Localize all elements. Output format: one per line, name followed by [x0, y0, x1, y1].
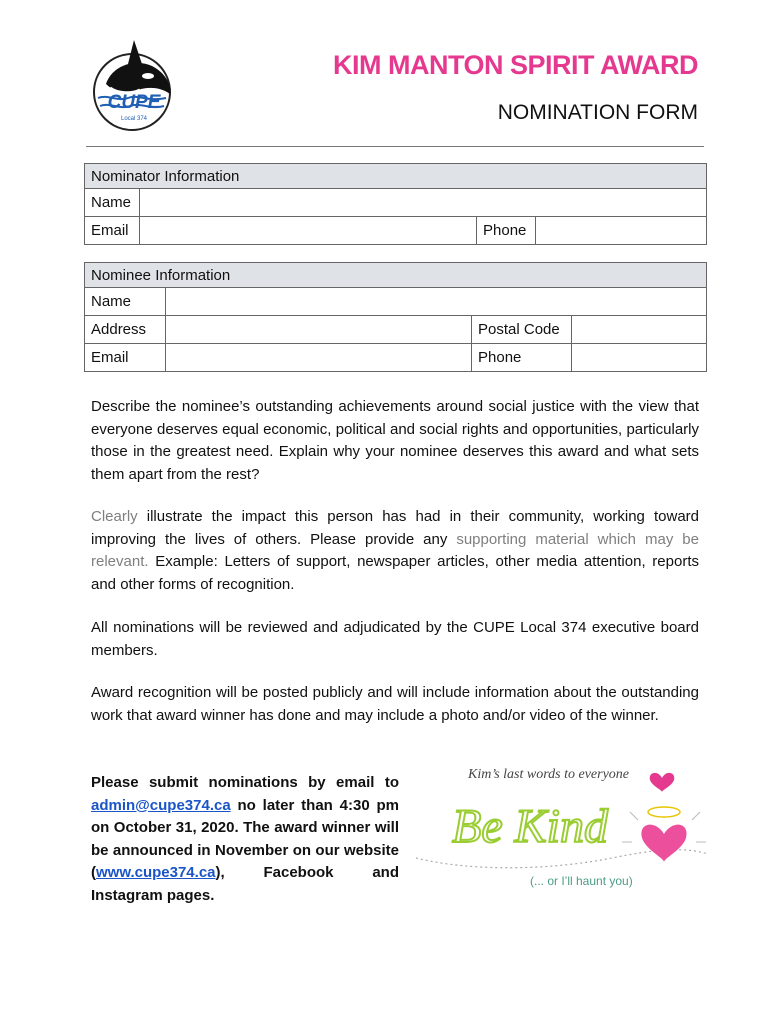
nominator-email-field[interactable] — [140, 217, 477, 245]
cupe-logo-text: CUPE — [107, 92, 161, 113]
submit-mid: no later than 4:30 pm on October 31, 2020. The award winner will be announced in November on our website ( — [91, 796, 399, 881]
last-words-caption: Kim’s last words to everyone — [468, 767, 629, 782]
header-divider — [86, 146, 704, 147]
nominee-phone-label: Phone — [472, 344, 572, 372]
submission-instructions — [91, 772, 399, 907]
nominee-address-field[interactable] — [166, 316, 472, 344]
nominee-postal-field[interactable] — [572, 316, 707, 344]
nominator-phone-label: Phone — [477, 217, 536, 245]
nominee-email-label: Email — [85, 344, 166, 372]
p2-text-a: illustrate the impact this person has had in their community, working toward improving the lives of others. Please provide any — [91, 508, 699, 548]
award-title: KIM MANTON SPIRIT AWARD — [333, 50, 698, 80]
paragraph-adjudication: All nominations will be reviewed and adjudicated by the CUPE Local 374 executive board members. — [91, 619, 699, 659]
halo-heart-icon — [641, 825, 686, 862]
submit-lead: Please submit nominations by email to — [91, 774, 399, 791]
p2-text-b: Example: Letters of support, newspaper articles, other media attention, reports and other forms of recognition. — [91, 553, 699, 593]
nominee-section-label: Nominee Information — [85, 263, 707, 288]
be-kind-text: Be Kind — [452, 800, 608, 853]
nominator-table — [84, 163, 707, 245]
haunt-footnote: (... or I’ll haunt you) — [530, 874, 633, 888]
nominee-email-field[interactable] — [166, 344, 472, 372]
cupe-logo-subtext: Local 374 — [120, 116, 148, 122]
nominee-phone-field[interactable] — [572, 344, 707, 372]
nominee-address-label: Address — [85, 316, 166, 344]
nominator-name-field[interactable] — [140, 189, 707, 217]
p2-gray-supporting: supporting material which may be relevant. — [91, 530, 699, 570]
form-subtitle: NOMINATION FORM — [497, 101, 698, 124]
nominator-name-label: Name — [85, 189, 140, 217]
nominee-name-label: Name — [85, 288, 166, 316]
nominee-name-field[interactable] — [166, 288, 707, 316]
p2-gray-clearly: Clearly — [91, 508, 138, 525]
website-link[interactable]: www.cupe374.ca — [96, 864, 216, 881]
paragraph-recognition: Award recognition will be posted publicly and will include information about the outstanding work that award winner has done and may include a photo and/or video of the winner. — [91, 684, 699, 724]
paragraph-describe: Describe the nominee’s outstanding achievements around social justice with the view that everyone deserves equal economic, political and social rights and opportunities, particularly those in the greatest need. Explain why your nominee deserves this award and what sets them apart from the rest? — [91, 398, 699, 483]
email-link[interactable]: admin@cupe374.ca — [91, 796, 231, 814]
nominee-postal-label: Postal Code — [472, 316, 572, 344]
nominee-table — [84, 262, 707, 372]
submit-tail: ), Facebook and Instagram pages. — [91, 864, 399, 904]
paragraph-illustrate — [91, 506, 699, 596]
nominator-phone-field[interactable] — [536, 217, 707, 245]
nominator-section-label: Nominator Information — [85, 164, 707, 189]
cupe-orca-logo — [88, 36, 180, 134]
small-heart-icon — [650, 773, 675, 792]
nominator-email-label: Email — [85, 217, 140, 245]
